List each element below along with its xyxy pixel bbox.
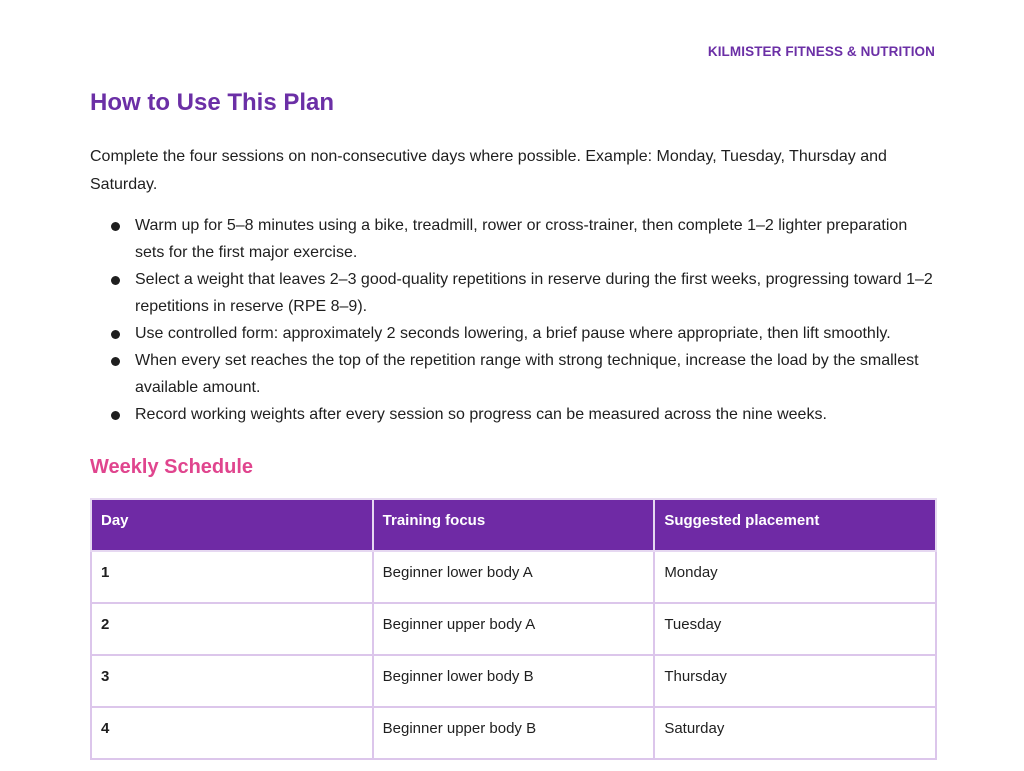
- focus-cell: Beginner lower body A: [373, 551, 655, 603]
- section-title-weekly-schedule: Weekly Schedule: [90, 456, 254, 478]
- intro-paragraph: Complete the four sessions on non-consecutive days where possible. Example: Monday, Tuesday, Thursday and Saturday.: [90, 148, 887, 193]
- bullet-icon: [111, 330, 120, 339]
- tips-list: [90, 212, 935, 428]
- list-item: [90, 212, 935, 266]
- bullet-icon: [111, 276, 120, 285]
- list-item: [90, 401, 935, 428]
- weekly-schedule-table: [90, 498, 937, 760]
- tip-text: When every set reaches the top of the repetition range with strong technique, increase the load by the smallest available amount.: [135, 352, 919, 396]
- day-cell: 4: [91, 707, 373, 759]
- list-item: [90, 347, 935, 401]
- list-item: [90, 320, 935, 347]
- tip-text: Use controlled form: approximately 2 seconds lowering, a brief pause where appropriate, then lift smoothly.: [135, 325, 891, 342]
- column-header-training-focus: Training focus: [373, 499, 655, 551]
- tip-text: Warm up for 5–8 minutes using a bike, treadmill, rower or cross-trainer, then complete 1–2 lighter preparation sets for the first major exercise.: [135, 217, 908, 261]
- bullet-icon: [111, 411, 120, 420]
- placement-cell: Thursday: [654, 655, 936, 707]
- day-cell: 3: [91, 655, 373, 707]
- table-row: [91, 551, 936, 603]
- tip-text: Select a weight that leaves 2–3 good-quality repetitions in reserve during the first weeks, progressing toward 1–2 repetitions in reserve (RPE 8–9).: [135, 271, 933, 315]
- placement-cell: Monday: [654, 551, 936, 603]
- day-cell: 1: [91, 551, 373, 603]
- brand-header: KILMISTER FITNESS & NUTRITION: [707, 44, 935, 59]
- day-cell: 2: [91, 603, 373, 655]
- list-item: [90, 266, 935, 320]
- bullet-icon: [111, 357, 120, 366]
- page-title: How to Use This Plan: [90, 89, 335, 116]
- tip-text: Record working weights after every session so progress can be measured across the nine weeks.: [135, 406, 827, 423]
- bullet-icon: [111, 222, 120, 231]
- placement-cell: Saturday: [654, 707, 936, 759]
- focus-cell: Beginner upper body B: [373, 707, 655, 759]
- table-row: [91, 603, 936, 655]
- column-header-day: Day: [91, 499, 373, 551]
- table-row: [91, 707, 936, 759]
- focus-cell: Beginner upper body A: [373, 603, 655, 655]
- table-header-row: [91, 499, 936, 551]
- column-header-suggested-placement: Suggested placement: [654, 499, 936, 551]
- placement-cell: Tuesday: [654, 603, 936, 655]
- focus-cell: Beginner lower body B: [373, 655, 655, 707]
- table-row: [91, 655, 936, 707]
